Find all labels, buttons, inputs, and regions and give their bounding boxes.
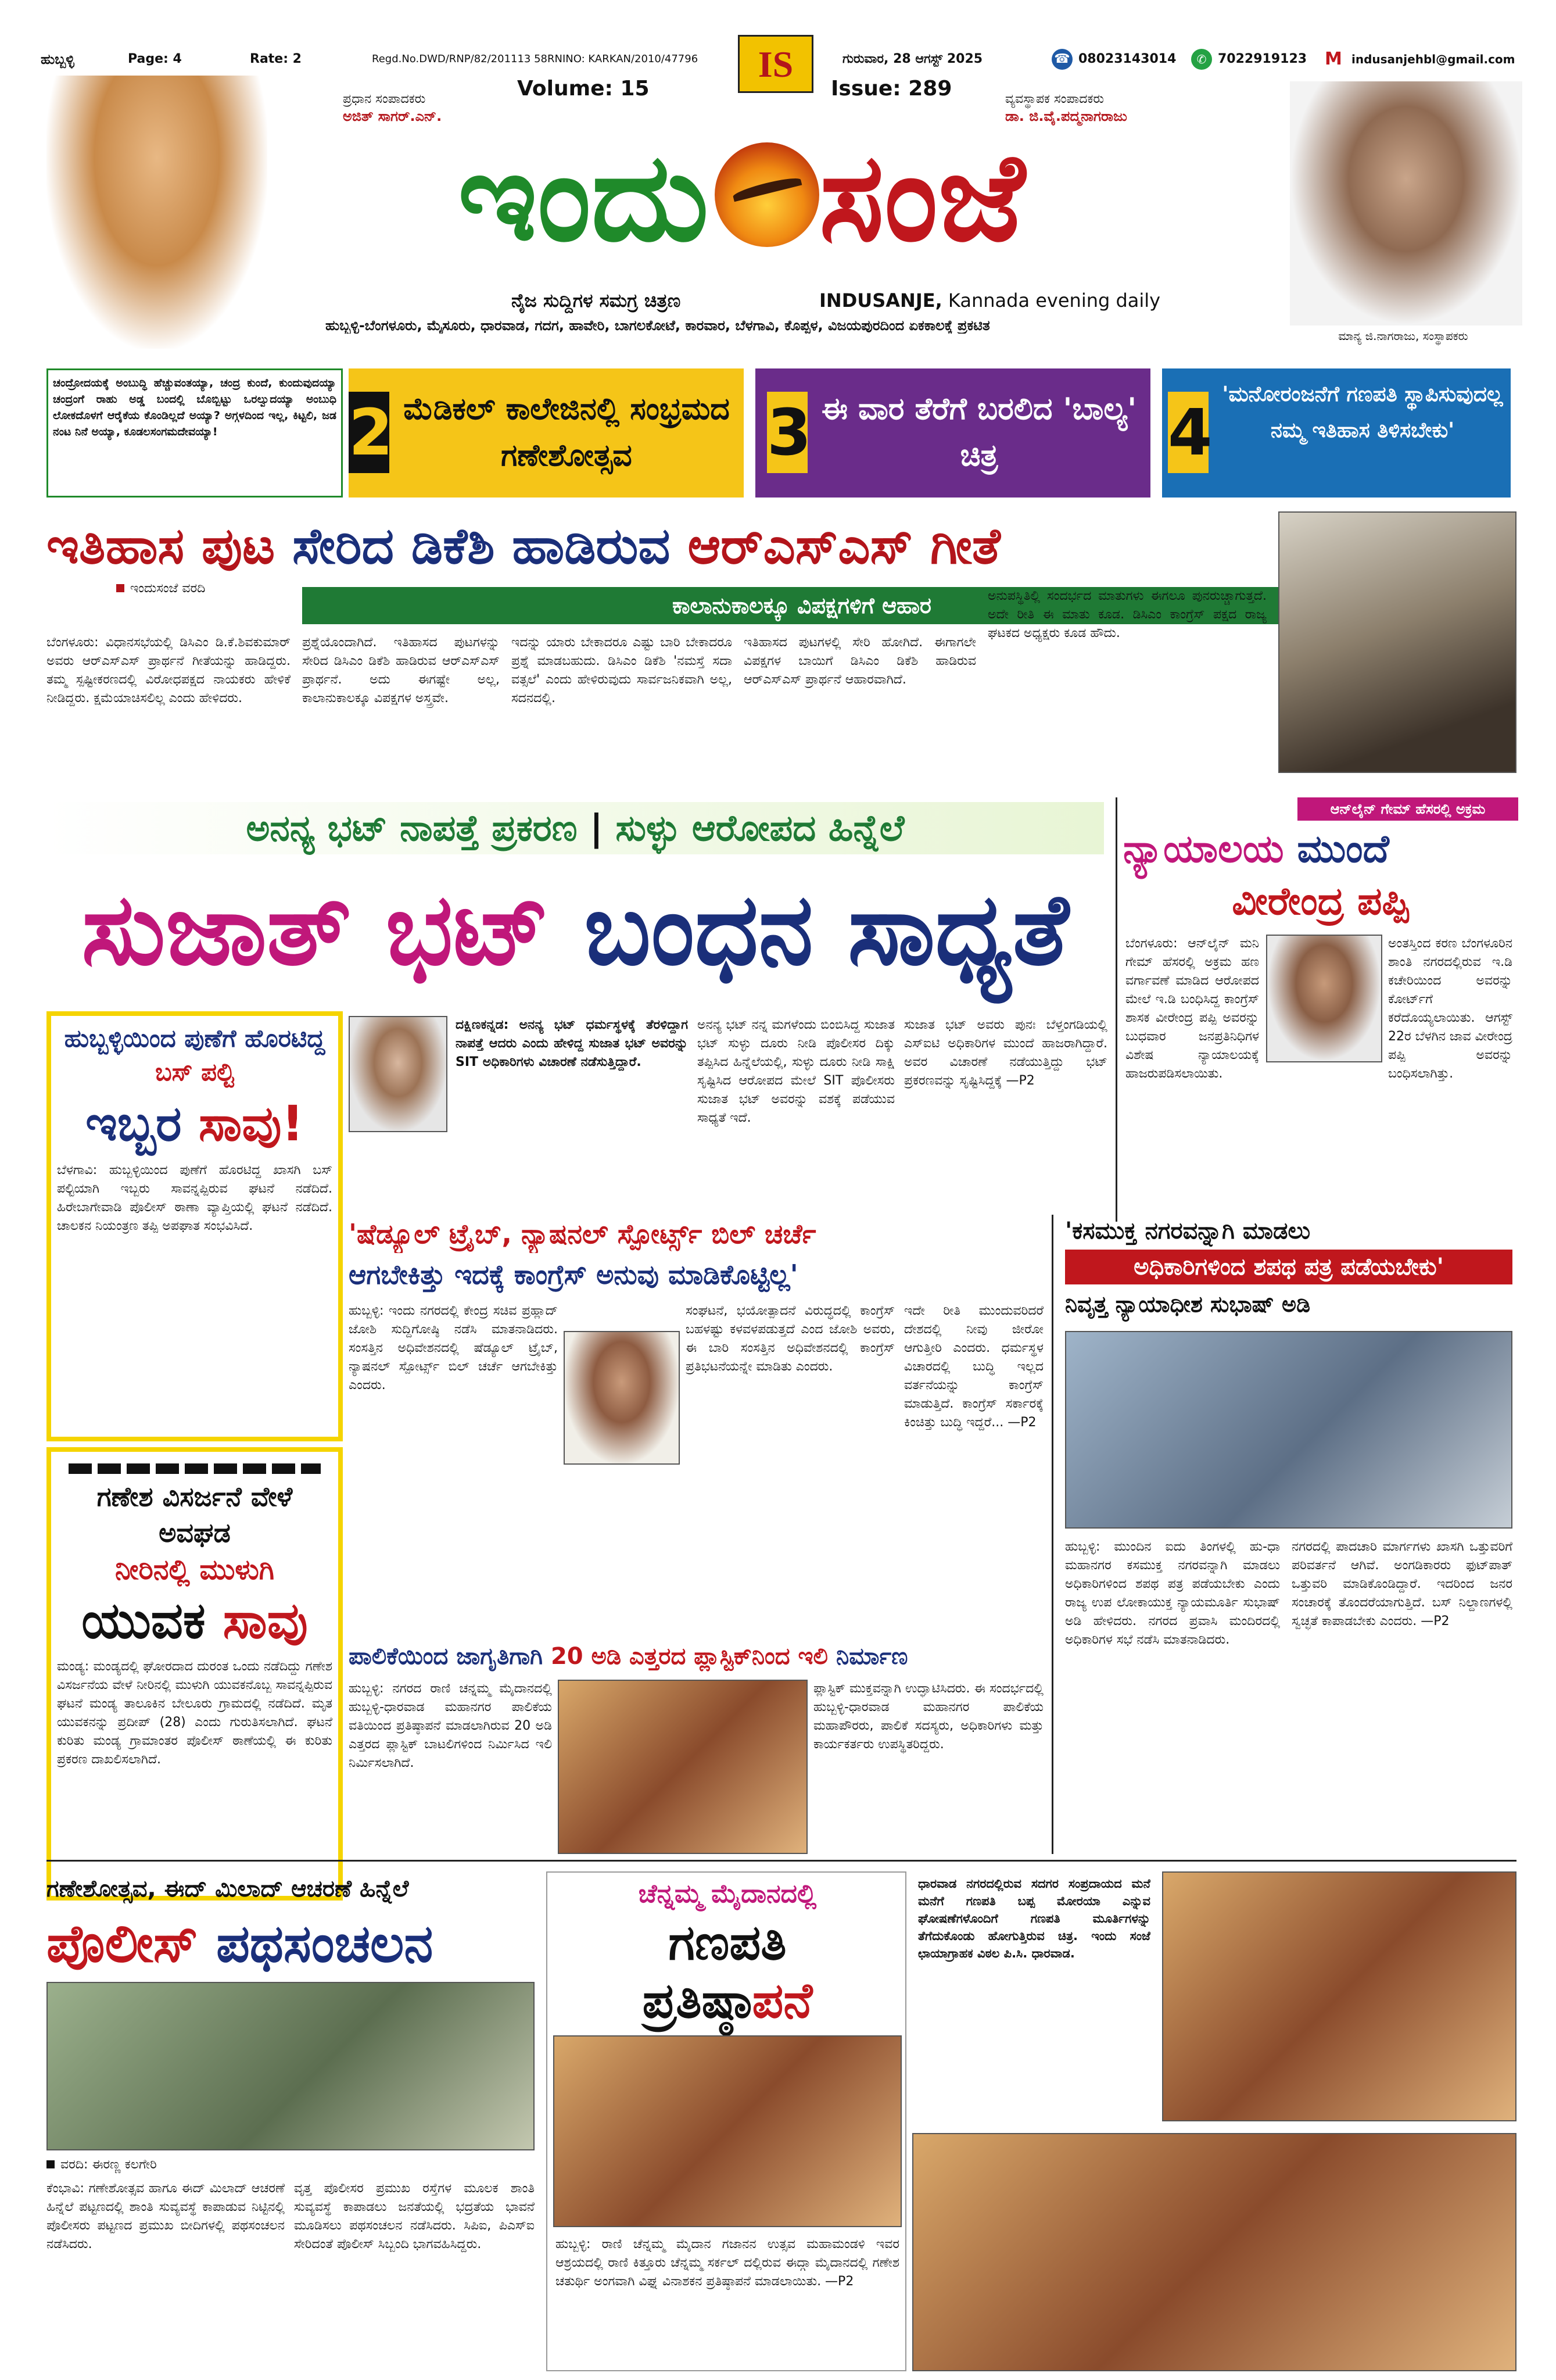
- byline-bullet: [116, 584, 124, 592]
- issue: Issue: 289: [831, 77, 952, 101]
- idol-column-1: ಹುಬ್ಬಳ್ಳಿ: ನಗರದ ರಾಣಿ ಚನ್ನಮ್ಮ ಮೈದಾನದಲ್ಲಿ ಹುಬ್ಬಳ್ಳಿ-ಧಾರವಾಡ ಮಹಾನಗರ ಪಾಲಿಕೆಯ ವತಿಯಿಂದ ಪ್ರತಿಷ್ಠಾಪನೆ ಮಾಡಲಾಗಿರುವ 20 ಅಡಿ ಎತ್ತರದ ಪ್ಲಾಸ್ಟಿಕ್ ಬಾಟಲಿಗಳಿಂದ ನಿರ್ಮಿಸಿದ ಇಲಿ ನಿರ್ಮಿಸಲಾಗಿದೆ.: [349, 1681, 552, 1770]
- sujath-headline: ಸುಜಾತ್ ಭಟ್ ಬಂಧನ ಸಾಧ್ಯತೆ: [81, 872, 1069, 987]
- ganapati-box: [546, 1871, 906, 2371]
- online-game-body-right: ಅಂತಸ್ತಿಂದ ಕರಣ ಬೆಂಗಳೂರಿನ ಶಾಂತಿ ನಗರದಲ್ಲಿರುವ ಇ.ಡಿ ಕಚೇರಿಯಿಂದ ಅವರನ್ನು ಕೋರ್ಟ್‌ಗೆ ಕರೆದೊಯ್ಯಲಾಯಿತು. ಆಗಸ್ಟ್ 22ರ ಬೆಳಗಿನ ಜಾವ ವೀರೇಂದ್ರ ಪಪ್ಪಿ ಅವರನ್ನು ಬಂಧಿಸಲಾಗಿತ್ತು.: [1388, 936, 1512, 1081]
- ganapati-body: ಹುಬ್ಬಳ್ಳಿ: ರಾಣಿ ಚೆನ್ನಮ್ಮ ಮೈದಾನ ಗಜಾನನ ಉತ್ಸವ ಮಹಾಮಂಡಳಿ ಇವರ ಆಶ್ರಯದಲ್ಲಿ ರಾಣಿ ಕಿತ್ತೂರು ಚೆನ್ನಮ್ಮ ಸರ್ಕಲ್ ದಲ್ಲಿರುವ ಈದ್ಗಾ ಮೈದಾನದಲ್ಲಿ ಗಣೇಶ ಚತುರ್ಥಿ ಅಂಗವಾಗಿ ವಿಘ್ನ ವಿನಾಶಕನ ಪ್ರತಿಷ್ಠಾಪನೆ ಮಾಡಲಾಯಿತು. —P2: [555, 2237, 899, 2289]
- whatsapp-icon: ✆: [1191, 49, 1212, 70]
- idol-column-2: ಪ್ಲಾಸ್ಟಿಕ್ ಮುಕ್ತವನ್ನಾಗಿ ಉದ್ಘಾಟಿಸಿದರು. ಈ ಸಂದರ್ಭದಲ್ಲಿ ಹುಬ್ಬಳ್ಳಿ-ಧಾರವಾಡ ಮಹಾನಗರ ಪಾಲಿಕೆಯ ಮಹಾಪೌರರು, ಪಾಲಿಕೆ ಸದಸ್ಯರು, ಅಧಿಕಾರಿಗಳು ಮತ್ತು ಕಾರ್ಯಕರ್ತರು ಉಪಸ್ಥಿತರಿದ್ದರು.: [813, 1681, 1044, 1752]
- tax-free-column-2: ನಗರದಲ್ಲಿ ಪಾದಚಾರಿ ಮಾರ್ಗಗಳು ಖಾಸಗಿ ಒತ್ತುವರಿಗೆ ಪರಿವರ್ತನೆ ಆಗಿವೆ. ಅಂಗಡಿಕಾರರು ಫುಟ್‌ಪಾತ್ ಒತ್ತುವರಿ ಮಾಡಿಕೊಂಡಿದ್ದಾರೆ. ಇದರಿಂದ ಜನರ ಸಂಚಾರಕ್ಕೆ ತೊಂದರೆಯಾಗುತ್ತಿದೆ. ಬಸ್ ನಿಲ್ದಾಣಗಳಲ್ಲಿ ಸ್ವಚ್ಛತೆ ಕಾಪಾಡಬೇಕು ಎಂದರು. —P2: [1292, 1540, 1512, 1629]
- congress-headline-2: ಆಗಬೇಕಿತ್ತು ಇದಕ್ಕೆ ಕಾಂಗ್ರೆಸ್ ಅನುವು ಮಾಡಿಕೊಟ್ಟಿಲ್ಲ': [349, 1259, 798, 1290]
- police-column-1: ಕೆಂಭಾವಿ: ಗಣೇಶೋತ್ಸವ ಹಾಗೂ ಈದ್ ಮಿಲಾದ್ ಆಚರಣೆ ಹಿನ್ನೆಲೆ ಪಟ್ಟಣದಲ್ಲಿ ಶಾಂತಿ ಸುವ್ಯವಸ್ಥೆ ಕಾಪಾಡುವ ನಿಟ್ಟಿನಲ್ಲಿ ಪೊಲೀಸರು ಪಟ್ಟಣದ ಪ್ರಮುಖ ಬೀದಿಗಳಲ್ಲಿ ಪಥಸಂಚಲನ ನಡೆಸಿದರು.: [46, 2181, 285, 2252]
- issue-date: ಗುರುವಾರ, 28 ಆಗಸ್ಟ್ 2025: [842, 52, 983, 66]
- drowning-kicker-red: ನೀರಿನಲ್ಲಿ ಮುಳುಗಿ: [114, 1554, 275, 1586]
- sunset-logo: [715, 142, 819, 247]
- online-game-tag: ಆನ್‌ಲೈನ್ ಗೇಮ್ ಹೆಸರಲ್ಲಿ ಅಕ್ರಮ: [1297, 797, 1518, 821]
- managing-editor-label: ವ್ಯವಸ್ಥಾಪಕ ಸಂಪಾದಕರು: [1005, 92, 1104, 106]
- lead-headline: ಇತಿಹಾಸ ಪುಟ ಸೇರಿದ ಡಿಕೆಶಿ ಹಾಡಿರುವ ಆರ್‌ಎಸ್‌ಎಸ್ ಗೀತೆ: [46, 517, 1001, 575]
- sujath-kicker: ಅನನ್ಯ ಭಟ್ ನಾಪತ್ತೆ ಪ್ರಕರಣ | ಸುಳ್ಳು ಆರೋಪದ ಹಿನ್ನೆಲೆ: [46, 802, 1104, 854]
- teaser-medical[interactable]: 2 ಮೆಡಿಕಲ್ ಕಾಲೇಜಿನಲ್ಲಿ ಸಂಭ್ರಮದ ಗಣೇಶೋತ್ಸವ: [349, 368, 744, 498]
- ganapati-headline-2: ಪ್ರತಿಷ್ಠಾಪನೆ: [642, 1972, 813, 2029]
- edition-city: ಹುಬ್ಬಳ್ಳಿ: [41, 51, 74, 67]
- phone-number: 08023143014: [1078, 52, 1177, 66]
- email-address: indusanjehbl@gmail.com: [1351, 52, 1515, 66]
- police-march-photo: [46, 1982, 535, 2150]
- congress-column-1: ಹುಬ್ಬಳ್ಳಿ: ಇಂದು ನಗರದಲ್ಲಿ ಕೇಂದ್ರ ಸಚಿವ ಪ್ರಹ್ಲಾದ್ ಜೋಶಿ ಸುದ್ದಿಗೋಷ್ಠಿ ನಡೆಸಿ ಮಾತನಾಡಿದರು. ಸಂಸತ್ತಿನ ಅಧಿವೇಶನದಲ್ಲಿ ಷೆಡ್ಯೂಲ್ ಟ್ರೈಬ್, ನ್ಯಾಷನಲ್ ಸ್ಪೋರ್ಟ್ಸ್ ಬಿಲ್ ಚರ್ಚೆ ಆಗಬೇಕಿತ್ತು ಎಂದರು.: [349, 1304, 558, 1393]
- title-sanje: ಸಂಜೆ: [819, 126, 1026, 269]
- tax-free-column-1: ಹುಬ್ಬಳ್ಳಿ: ಮುಂದಿನ ಐದು ತಿಂಗಳಲ್ಲಿ ಹು-ಧಾ ಮಹಾನಗರ ಕಸಮುಕ್ತ ನಗರವನ್ನಾಗಿ ಮಾಡಲು ಅಧಿಕಾರಿಗಳಿಂದ ಶಪಥ ಪತ್ರ ಪಡೆಯಬೇಕು ಎಂದು ರಾಜ್ಯ ಉಪ ಲೋಕಾಯುಕ್ತ ನ್ಯಾಯಮೂರ್ತಿ ಸುಭಾಷ್ ಅಡಿ ಹೇಳಿದರು. ನಗರದ ಪ್ರವಾಸಿ ಮಂದಿರದಲ್ಲಿ ಅಧಿಕಾರಿಗಳ ಸಭೆ ನಡೆಸಿ ಮಾತನಾಡಿದರು.: [1065, 1540, 1280, 1647]
- title-indu: ಇಂದು: [458, 126, 709, 269]
- lead-column-2: ಪ್ರಶ್ನೆಯೊಂದಾಗಿದೆ. ಇತಿಹಾಸದ ಪುಟಗಳನ್ನು ಸೇರಿದ ಡಿಸಿಎಂ ಡಿಕೆಶಿ ಹಾಡಿರುವ ಆರ್‌ಎಸ್‌ಎಸ್ ಪ್ರಾರ್ಥನೆ. ಅದು ಈಗಷ್ಟೇ ಅಲ್ಲ, ಕಾಲಾನುಕಾಲಕ್ಕೂ ವಿಪಕ್ಷಗಳ ಅಸ್ತ್ರವೇ.: [302, 635, 500, 706]
- tax-free-headline-2: ಅಧಿಕಾರಿಗಳಿಂದ ಶಪಥ ಪತ್ರ ಪಡೆಯಬೇಕು': [1065, 1250, 1512, 1284]
- section-divider: [46, 1860, 1516, 1862]
- page-number: Page: 4: [128, 52, 182, 66]
- lead-subhead: ಕಾಲಾನುಕಾಲಕ್ಕೂ ವಿಪಕ್ಷಗಳಿಗೆ ಆಹಾರ: [302, 587, 1302, 624]
- congress-column-3: ಇದೇ ರೀತಿ ಮುಂದುವರಿದರೆ ದೇಶದಲ್ಲಿ ನೀವು ಜೀರೋ ಆಗುತ್ತೀರಿ ಎಂದರು. ಧರ್ಮಸ್ಥಳ ವಿಚಾರದಲ್ಲಿ ಬುದ್ಧಿ ಇಲ್ಲದ ವರ್ತನೆಯನ್ನು ಕಾಂಗ್ರೆಸ್ ಮಾಡುತ್ತಿದೆ. ಕಾಂಗ್ರೆಸ್ ಸರ್ಕಾರಕ್ಕೆ ಕಿಂಚಿತ್ತು ಬುದ್ಧಿ ಇದ್ದರೆ... —P2: [904, 1304, 1044, 1430]
- drowning-kicker: ಗಣೇಶ ವಿಸರ್ಜನೆ ವೇಳೆ ಅವಘಡ: [96, 1481, 293, 1548]
- ganapati-kicker: ಚೆನ್ನಮ್ಮ ಮೈದಾನದಲ್ಲಿ: [638, 1879, 817, 1909]
- online-game-headline-1: ನ್ಯಾಯಾಲಯ ಮುಂದೆ: [1123, 826, 1389, 871]
- sujath-column-1: ಅನನ್ಯ ಭಟ್ ನನ್ನ ಮಗಳೆಂದು ಬಿಂಬಿಸಿದ್ದ ಸುಜಾತ ಭಟ್ ಸುಳ್ಳು ದೂರು ನೀಡಿ ಪೊಲೀಸರ ದಿಕ್ಕು ತಪ್ಪಿಸಿದ ಹಿನ್ನೆಲೆಯಲ್ಲಿ, ಸುಳ್ಳು ದೂರು ನೀಡಿ ಸಾಕ್ಷಿ ಸೃಷ್ಟಿಸಿದ ಆರೋಪದ ಮೇಲೆ SIT ಪೊಲೀಸರು ಸುಜಾತ ಭಟ್ ಅವರನ್ನು ವಶಕ್ಕೆ ಪಡೆಯುವ ಸಾಧ್ಯತೆ ಇದೆ.: [697, 1018, 895, 1125]
- tax-free-box: [1052, 1215, 1516, 1854]
- chief-editor: ಅಜಿತ್ ಸಾಗರ್.ಎನ್.: [343, 108, 442, 124]
- lead-column-1: ಬೆಂಗಳೂರು: ವಿಧಾನಸಭೆಯಲ್ಲಿ ಡಿಸಿಎಂ ಡಿ.ಕೆ.ಶಿವಕುಮಾರ್ ಅವರು ಆರ್‌ಎಸ್‌ಎಸ್ ಪ್ರಾರ್ಥನೆ ಗೀತೆಯನ್ನು ಹಾಡಿದ್ದರು. ತಮ್ಮ ಸ್ಪಷ್ಟೀಕರಣದಲ್ಲಿ ವಿರೋಧಪಕ್ಷದ ನಾಯಕರು ಹೇಳಿಕೆ ನೀಡಿದ್ದರು. ಕ್ಷಮೆಯಾಚಿಸಲಿಲ್ಲ ಎಂದು ಹೇಳಿದರು.: [46, 635, 291, 706]
- online-game-headline-2: ವೀರೇಂದ್ರ ಪಪ್ಪಿ: [1232, 879, 1410, 924]
- online-game-body-left: ಬೆಂಗಳೂರು: ಆನ್‌ಲೈನ್ ಮನಿ ಗೇಮ್ ಹೆಸರಲ್ಲಿ ಅಕ್ರಮ ಹಣ ವರ್ಗಾವಣೆ ಮಾಡಿದ ಆರೋಪದ ಮೇಲೆ ಇ.ಡಿ ಬಂಧಿಸಿದ್ದ ಕಾಂಗ್ರೆಸ್ ಶಾಸಕ ವೀರೇಂದ್ರ ಪಪ್ಪಿ ಅವರನ್ನು ಬುಧವಾರ ಜನಪ್ರತಿನಿಧಿಗಳ ವಿಶೇಷ ನ್ಯಾಯಾಲಯಕ್ಕೆ ಹಾಜರುಪಡಿಸಲಾಯಿತು.: [1125, 936, 1259, 1081]
- meeting-photo: [1065, 1331, 1512, 1529]
- police-headline: ಪೊಲೀಸ್ ಪಥಸಂಚಲನ: [46, 1913, 433, 1974]
- ganesha-procession-photo-2: [912, 2133, 1516, 2371]
- lead-column-5: ಅನುಪಸ್ಥಿತಿಲ್ಲಿ ಸಂದರ್ಭದ ಮಾತುಗಳು ಈಗಲೂ ಪುನರುಚ್ಚಾಗುತ್ತದೆ. ಅದೇ ರೀತಿ ಈ ಮಾತು ಕೂಡ. ಡಿಸಿಎಂ ಕಾಂಗ್ರೆಸ್ ಪಕ್ಷದ ರಾಜ್ಯ ಘಟಕದ ಅಧ್ಯಕ್ಷರು ಕೂಡ ಹೌದು.: [988, 589, 1267, 640]
- veerendra-puppy-photo: [1266, 935, 1382, 1062]
- online-game-box: [1116, 797, 1516, 1222]
- ganesha-idol-auto-photo: [1162, 1871, 1516, 2121]
- whatsapp-number: 7022919123: [1218, 52, 1307, 66]
- tagline: ನೈಜ ಸುದ್ದಿಗಳ ಸಮಗ್ರ ಚಿತ್ರಣ: [511, 289, 681, 312]
- founder-photo: [1290, 81, 1522, 325]
- logo-badge: IS: [738, 35, 813, 93]
- sujath-intro: ದಕ್ಷಿಣಕನ್ನಡ: ಅನನ್ಯ ಭಟ್ ಧರ್ಮಸ್ಥಳಕ್ಕೆ ತೆರಳಿದ್ದಾಗ ನಾಪತ್ತೆ ಆದರು ಎಂದು ಹೇಳಿದ್ದ ಸುಜಾತ ಭಟ್ ಅವರನ್ನು SIT ಅಧಿಕಾರಿಗಳು ವಿಚಾರಣೆ ನಡೆಸುತ್ತಿದ್ದಾರೆ.: [456, 1018, 688, 1069]
- rate: Rate: 2: [250, 52, 302, 66]
- quote-box: ಚಂದ್ರೋದಯಕ್ಕೆ ಅಂಬುದ್ಧಿ ಹೆಚ್ಚುವಂತಯ್ಯಾ, ಚಂದ್ರ ಕುಂದೆ, ಕುಂದುವುದಯ್ಯಾ ಚಂದ್ರಂಗೆ ರಾಹು ಅಡ್ಡ ಬಂದಲ್ಲಿ ಬೊಬ್ಬಿಟ್ಟು ಒರಲ್ವುದಯ್ಯಾ ಅಂಬುಧಿ ಲೋಕದೊಳಗೆ ಆರೈಕೆಯ ಕೊಂಡಿಲ್ಲದೆ ಅಯ್ಯಾ? ಅಗ್ಗಳದಿಂದ ಇಲ್ಲ, ಕಿಟ್ಟಲಿ, ಜಡ ನಂಟ ನಿನೆ ಅಯ್ಯಾ, ಕೂಡಲಸಂಗಮದೇವಯ್ಯಾ!: [46, 368, 343, 498]
- drowning-box: [46, 1447, 343, 1901]
- photo-caption: ಧಾರವಾಡ ನಗರದಲ್ಲಿರುವ ಸದಗರ ಸಂಪ್ರದಾಯದ ಮನೆ ಮನೆಗೆ ಗಣಪತಿ ಬಪ್ಪ ಮೋರಯಾ ಎನ್ನುವ ಘೋಷಣೆಗಳೊಂದಿಗೆ ಗಣಪತಿ ಮೂರ್ತಿಗಳನ್ನು ತೆಗೆದುಕೊಂಡು ಹೋಗುತ್ತಿರುವ ಚಿತ್ರ. ಇಂದು ಸಂಜೆ ಛಾಯಾಗ್ರಾಹಕ ವಿಠಲ ಪಿ.ಸಿ. ಧಾರವಾಡ.: [918, 1877, 1150, 1960]
- ganapati-headline-1: ಗಣಪತಿ: [668, 1914, 787, 1971]
- chief-editor-label: ಪ್ರಧಾನ ಸಂಪಾದಕರು: [343, 92, 426, 106]
- drowning-rule: [69, 1463, 321, 1474]
- byline-bullet: [46, 2160, 55, 2168]
- dk-shivakumar-photo: [1278, 511, 1516, 773]
- congress-headline-1: 'ಷೆಡ್ಯೂಲ್ ಟ್ರೈಬ್, ನ್ಯಾಷನಲ್ ಸ್ಪೋರ್ಟ್ಸ್ ಬಿಲ್ ಚರ್ಚೆ: [349, 1218, 816, 1250]
- tax-free-headline-3: ನಿವೃತ್ತ ನ್ಯಾಯಾಧೀಶ ಸುಭಾಷ್ ಅಡಿ: [1065, 1291, 1311, 1317]
- phone-icon: ☎: [1052, 49, 1073, 70]
- founder-caption: ಮಾನ್ಯ ಜಿ.ನಾಗರಾಜು, ಸಂಸ್ಥಾಪಕರು: [1338, 329, 1468, 343]
- police-column-2: ವೃತ್ತ ಪೊಲೀಸರ ಪ್ರಮುಖ ರಸ್ತೆಗಳ ಮೂಲಕ ಶಾಂತಿ ಸುವ್ಯವಸ್ಥೆ ಕಾಪಾಡಲು ಜನತೆಯಲ್ಲಿ ಭದ್ರತೆಯ ಭಾವನೆ ಮೂಡಿಸಲು ಪಥಸಂಚಲನ ನಡೆಸಿದರು. ಸಿಪಿಐ, ಪಿಎಸ್ಐ ಸೇರಿದಂತೆ ಪೊಲೀಸ್ ಸಿಬ್ಬಂದಿ ಭಾಗವಹಿಸಿದ್ದರು.: [294, 2181, 535, 2252]
- teaser-movie[interactable]: 3 ಈ ವಾರ ತೆರೆಗೆ ಬರಲಿದ 'ಬಾಲ್ಯ' ಚಿತ್ರ: [755, 368, 1150, 498]
- congress-column-2: ಸಂಘಟನೆ, ಭಯೋತ್ಪಾದನೆ ವಿರುದ್ಧದಲ್ಲಿ ಕಾಂಗ್ರೆಸ್ ಬಹಳಷ್ಟು ಕಳವಳಪಡುತ್ತದೆ ಎಂದ ಜೋಶಿ ಅವರು, ಈ ಬಾರಿ ಸಂಸತ್ತಿನ ಅಧಿವೇಶನದಲ್ಲಿ ಕಾಂಗ್ರೆಸ್ ಪ್ರತಿಭಟನೆಯನ್ನೇ ಮಾಡಿತು ಎಂದರು.: [686, 1304, 895, 1374]
- registration-number: Regd.No.DWD/RNP/82/201113 58RNINO: KARKAN/2010/47796: [372, 53, 698, 65]
- drowning-body: ಮಂಡ್ಯ: ಮಂಡ್ಯದಲ್ಲಿ ಘೋರದಾದ ದುರಂತ ಒಂದು ನಡೆದಿದ್ದು ಗಣೇಶ ವಿಸರ್ಜನೆಯ ವೇಳೆ ನೀರಿನಲ್ಲಿ ಮುಳುಗಿ ಯುವಕನೊಬ್ಬ ಸಾವನ್ನಪ್ಪಿರುವ ಘಟನೆ ಮಂಡ್ಯ ತಾಲೂಕಿನ ಬೇಲೂರು ಗ್ರಾಮದಲ್ಲಿ ನಡೆದಿದೆ. ಮೃತ ಯುವಕನನ್ನು ಪ್ರದೀಪ್ (28) ಎಂದು ಗುರುತಿಸಲಾಗಿದೆ. ಘಟನೆ ಕುರಿತು ಮಂಡ್ಯ ಗ್ರಾಮಾಂತರ ಪೊಲೀಸ್ ಠಾಣೆಯಲ್ಲಿ ಈ ಕುರಿತು ಪ್ರಕರಣ ದಾಖಲಿಸಲಾಗಿದೆ.: [57, 1659, 332, 1767]
- editions: ಹುಬ್ಬಳ್ಳಿ-ಬೆಂಗಳೂರು, ಮೈಸೂರು, ಧಾರವಾಡ, ಗದಗ, ಹಾವೇರಿ, ಬಾಗಲಕೋಟೆ, ಕಾರವಾರ, ಬೆಳಗಾವಿ, ಕೊಪ್ಪಳ, ವಿಜಯಪುರದಿಂದ ಏಕಕಾಲಕ್ಕೆ ಪ್ರಕಟಿತ: [325, 317, 990, 334]
- bus-headline: ಇಬ್ಬರ ಸಾವು!: [85, 1095, 304, 1152]
- bus-body: ಬೆಳಗಾವಿ: ಹುಬ್ಬಳ್ಳಿಯಿಂದ ಪುಣೆಗೆ ಹೊರಟಿದ್ದ ಖಾಸಗಿ ಬಸ್ ಪಲ್ಟಿಯಾಗಿ ಇಬ್ಬರು ಸಾವನ್ನಪ್ಪಿರುವ ಘಟನೆ ನಡೆದಿದೆ. ಹಿರೇಬಾಗೇವಾಡಿ ಪೊಲೀಸ್ ಠಾಣಾ ವ್ಯಾಪ್ತಿಯಲ್ಲಿ ಘಟನೆ ನಡೆದಿದೆ. ಚಾಲಕನ ನಿಯಂತ್ರಣ ತಪ್ಪಿ ಅಪಘಾತ ಸಂಭವಿಸಿದೆ.: [57, 1163, 332, 1233]
- lead-byline: ಇಂದುಸಂಜೆ ವರದಿ: [116, 581, 205, 596]
- tax-free-headline-1: 'ಕಸಮುಕ್ತ ನಗರವನ್ನಾಗಿ ಮಾಡಲು: [1065, 1218, 1311, 1244]
- police-byline: ವರದಿ: ಈರಣ್ಣ ಕಲಗೇರಿ: [46, 2157, 157, 2172]
- drowning-headline: ಯುವಕ ಸಾವು: [81, 1592, 308, 1650]
- managing-editor: ಡಾ. ಜಿ.ವೈ.ಪದ್ಮನಾಗರಾಜು: [1005, 108, 1127, 124]
- teaser-history[interactable]: 4 'ಮನೋರಂಜನೆಗೆ ಗಣಪತಿ ಸ್ಥಾಪಿಸುವುದಲ್ಲ ನಮ್ಮ ಇತಿಹಾಸ ತಿಳಿಸಬೇಕು': [1162, 368, 1511, 498]
- mail-icon: M: [1325, 49, 1342, 69]
- sujath-column-2: ಸುಜಾತ ಭಟ್ ಅವರು ಪುನಃ ಬೆಳ್ತಂಗಡಿಯಲ್ಲಿ ಎಸ್‌ಐಟಿ ಅಧಿಕಾರಿಗಳ ಮುಂದೆ ಹಾಜರಾಗಿದ್ದಾರೆ. ಅವರ ವಿಚಾರಣೆ ನಡೆಯುತ್ತಿದ್ದು ಭಟ್ ಪ್ರಕರಣವನ್ನು ಸೃಷ್ಟಿಸಿದ್ದಕ್ಕೆ —P2: [904, 1018, 1107, 1088]
- idol-headline: ಪಾಲಿಕೆಯಿಂದ ಜಾಗೃತಿಗಾಗಿ 20 ಅಡಿ ಎತ್ತರದ ಪ್ಲಾಸ್ಟಿಕ್‌ನಿಂದ ಇಲಿ ನಿರ್ಮಾಣ: [349, 1643, 908, 1670]
- lead-column-3: ಇದನ್ನು ಯಾರು ಬೇಕಾದರೂ ಎಷ್ಟು ಬಾರಿ ಬೇಕಾದರೂ ಪ್ರಶ್ನೆ ಮಾಡಬಹುದು. ಡಿಸಿಎಂ ಡಿಕೆಶಿ 'ನಮಸ್ತೆ ಸದಾ ವತ್ಸಲೆ' ಎಂದು ಹೇಳಿರುವುದು ಸಾರ್ವಜನಿಕವಾಗಿ ಅಲ್ಲ, ಸದನದಲ್ಲಿ.: [511, 635, 732, 706]
- ganapati-photo: [553, 2035, 902, 2227]
- sujatha-bhat-photo: [349, 1016, 447, 1132]
- pralhad-joshi-photo: [564, 1331, 680, 1465]
- top-info-bar: [41, 44, 1516, 85]
- basavanna-illustration: [46, 76, 267, 349]
- rat-idol-photo: [558, 1680, 808, 1854]
- bus-kicker: ಹುಬ್ಬಳ್ಳಿಯಿಂದ ಪುಣೆಗೆ ಹೊರಟಿದ್ದ ಬಸ್ ಪಲ್ಟಿ: [64, 1024, 325, 1086]
- lead-column-4: ಇತಿಹಾಸದ ಪುಟಗಳಲ್ಲಿ ಸೇರಿ ಹೋಗಿದೆ. ಈಗಾಗಲೇ ವಿಪಕ್ಷಗಳ ಬಾಯಿಗೆ ಡಿಸಿಎಂ ಡಿಕೆಶಿ ಹಾಡಿರುವ ಆರ್‌ಎಸ್‌ಎಸ್ ಪ್ರಾರ್ಥನೆ ಆಹಾರವಾಗಿದೆ.: [744, 635, 976, 687]
- bus-accident-box: [46, 1011, 343, 1441]
- police-kicker: ಗಣೇಶೋತ್ಸವ, ಈದ್ ಮಿಲಾದ್ ಆಚರಣೆ ಹಿನ್ನೆಲೆ: [46, 1876, 409, 1902]
- volume: Volume: 15: [517, 77, 650, 101]
- tagline-english: INDUSANJE, Kannada evening daily: [819, 289, 1161, 312]
